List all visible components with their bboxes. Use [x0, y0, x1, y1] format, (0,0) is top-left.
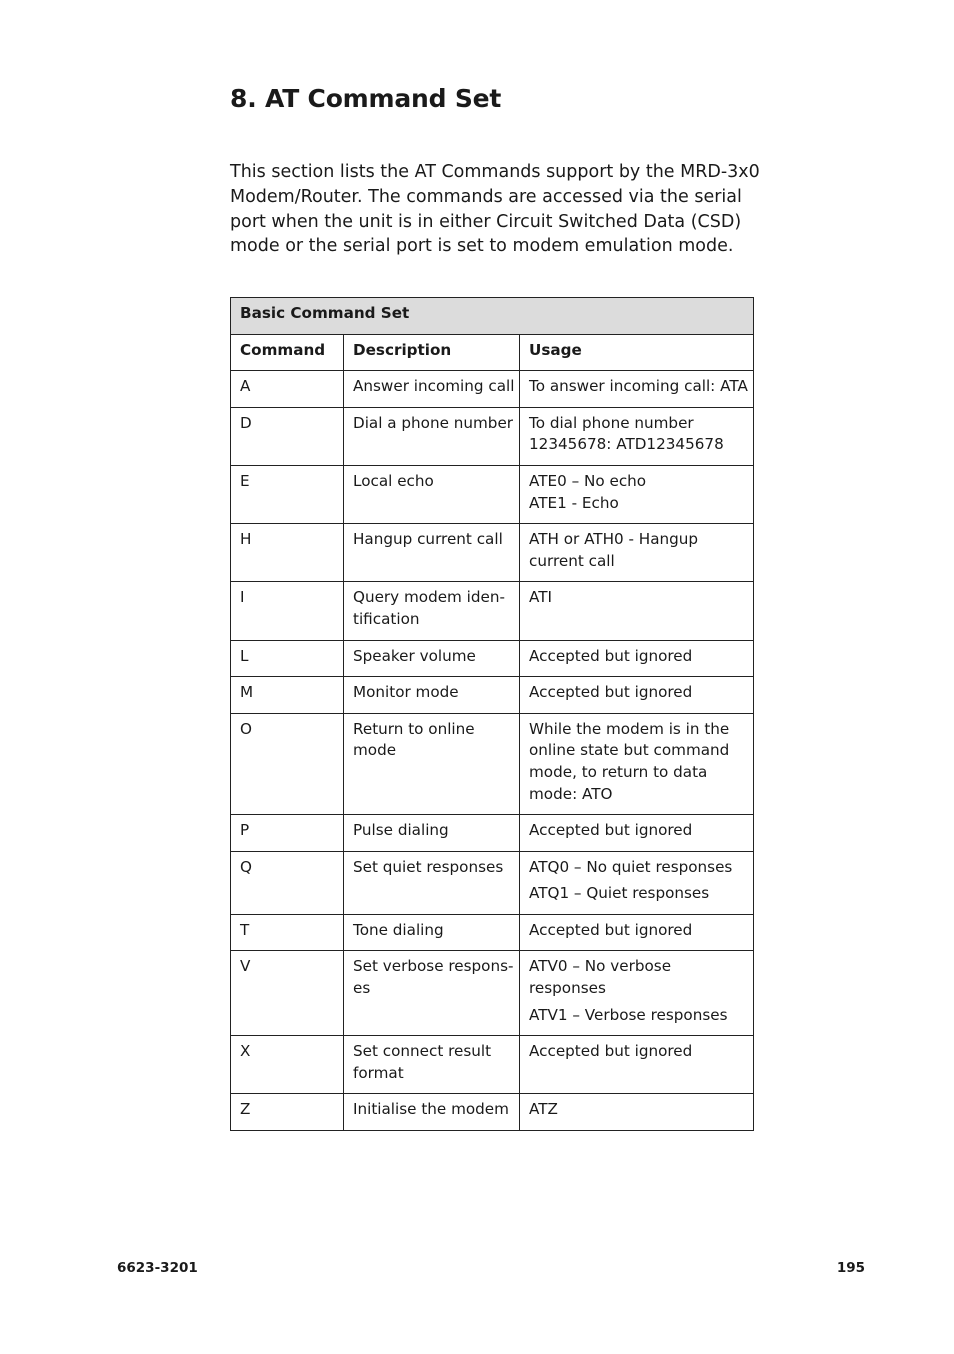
- description-line: Set verbose respons-: [353, 957, 514, 976]
- usage-line: ATE0 – No echo: [529, 471, 647, 490]
- usage-cell: [520, 677, 754, 714]
- table-row: [231, 951, 754, 1036]
- usage-line: While the modem is in the: [529, 719, 730, 738]
- command-cell: T: [231, 914, 344, 951]
- usage-cell: [520, 465, 754, 523]
- table-row: [231, 465, 754, 523]
- usage-line: ATV0 – No verbose: [529, 957, 672, 976]
- usage-cell: [520, 713, 754, 814]
- column-header-usage: Usage: [520, 334, 754, 371]
- description-line: Local echo: [353, 471, 434, 490]
- intro-line: mode or the serial port is set to modem emulation mode.: [230, 236, 734, 257]
- usage-line: 12345678: ATD12345678: [529, 435, 724, 454]
- description-line: format: [353, 1063, 404, 1082]
- description-cell: [344, 524, 520, 582]
- command-cell: L: [231, 640, 344, 677]
- command-cell: E: [231, 465, 344, 523]
- page-number: 195: [836, 1260, 865, 1276]
- usage-cell: [520, 407, 754, 465]
- command-cell: A: [231, 371, 344, 408]
- description-cell: [344, 582, 520, 640]
- description-line: Speaker volume: [353, 646, 476, 665]
- table-row: [231, 677, 754, 714]
- usage-line: Accepted but ignored: [529, 920, 693, 939]
- usage-line: Accepted but ignored: [529, 683, 693, 702]
- usage-cell: [520, 640, 754, 677]
- usage-line: ATV1 – Verbose responses: [529, 1005, 728, 1024]
- at-command-table: [230, 297, 754, 1131]
- usage-cell: [520, 1036, 754, 1094]
- table-row: [231, 851, 754, 914]
- table-caption: Basic Command Set: [231, 298, 754, 335]
- description-cell: [344, 713, 520, 814]
- table-row: [231, 1036, 754, 1094]
- command-cell: V: [231, 951, 344, 1036]
- command-cell: Z: [231, 1094, 344, 1131]
- usage-cell: [520, 851, 754, 914]
- usage-line: Accepted but ignored: [529, 646, 693, 665]
- intro-line: This section lists the AT Commands support by the MRD-3x0: [230, 162, 760, 182]
- table-row: [231, 371, 754, 408]
- usage-line: Accepted but ignored: [529, 821, 693, 840]
- description-cell: [344, 951, 520, 1036]
- usage-line: mode, to return to data: [529, 762, 708, 781]
- table-caption-row: [231, 298, 754, 335]
- description-line: tification: [353, 609, 420, 628]
- usage-cell: [520, 371, 754, 408]
- table-row: [231, 640, 754, 677]
- usage-cell: [520, 951, 754, 1036]
- usage-cell: [520, 1094, 754, 1131]
- description-cell: [344, 1036, 520, 1094]
- usage-line: ATI: [529, 588, 552, 607]
- description-cell: [344, 815, 520, 852]
- description-line: Monitor mode: [353, 683, 459, 702]
- description-line: Query modem iden-: [353, 588, 505, 607]
- usage-cell: [520, 524, 754, 582]
- usage-line: mode: ATO: [529, 784, 613, 803]
- column-header-command: Command: [231, 334, 344, 371]
- description-cell: [344, 371, 520, 408]
- table-row: [231, 524, 754, 582]
- command-cell: H: [231, 524, 344, 582]
- usage-line: ATQ1 – Quiet responses: [529, 884, 710, 903]
- description-line: Hangup current call: [353, 530, 503, 549]
- usage-cell: [520, 815, 754, 852]
- table-row: [231, 407, 754, 465]
- description-line: Initialise the modem: [353, 1100, 509, 1119]
- description-line: Pulse dialing: [353, 821, 449, 840]
- section-heading: 8. AT Command Set: [230, 84, 502, 113]
- usage-line: ATE1 - Echo: [529, 493, 619, 512]
- usage-line: To dial phone number: [529, 413, 694, 432]
- command-cell: X: [231, 1036, 344, 1094]
- table-row: [231, 914, 754, 951]
- description-line: Return to online: [353, 719, 475, 738]
- description-line: Answer incoming call: [353, 377, 515, 396]
- usage-line: ATH or ATH0 - Hangup: [529, 530, 699, 549]
- description-cell: [344, 851, 520, 914]
- description-cell: [344, 914, 520, 951]
- description-cell: [344, 465, 520, 523]
- command-cell: I: [231, 582, 344, 640]
- description-line: Set quiet responses: [353, 857, 504, 876]
- description-cell: [344, 407, 520, 465]
- description-line: Dial a phone number: [353, 413, 514, 432]
- usage-line: ATZ: [529, 1100, 558, 1119]
- description-line: Tone dialing: [353, 920, 444, 939]
- usage-line: responses: [529, 979, 606, 998]
- usage-cell: [520, 914, 754, 951]
- description-cell: [344, 640, 520, 677]
- column-header-description: Description: [344, 334, 520, 371]
- description-cell: [344, 677, 520, 714]
- document-number: 6623-3201: [117, 1260, 198, 1276]
- table-row: [231, 713, 754, 814]
- intro-paragraph: [230, 160, 760, 259]
- description-cell: [344, 1094, 520, 1131]
- description-line: es: [353, 979, 371, 998]
- table-row: [231, 582, 754, 640]
- intro-line: Modem/Router. The commands are accessed via the serial: [230, 186, 742, 207]
- table-row: [231, 1094, 754, 1131]
- usage-line: online state but command: [529, 741, 730, 760]
- usage-line: current call: [529, 551, 615, 570]
- command-cell: D: [231, 407, 344, 465]
- table-row: [231, 815, 754, 852]
- usage-line: ATQ0 – No quiet responses: [529, 857, 733, 876]
- table-header-row: [231, 334, 754, 371]
- usage-line: To answer incoming call: ATA: [529, 377, 748, 396]
- command-cell: Q: [231, 851, 344, 914]
- description-line: mode: [353, 741, 397, 760]
- table-body: [231, 371, 754, 1131]
- usage-line: Accepted but ignored: [529, 1042, 693, 1061]
- command-cell: P: [231, 815, 344, 852]
- command-cell: M: [231, 677, 344, 714]
- usage-cell: [520, 582, 754, 640]
- description-line: Set connect result: [353, 1042, 492, 1061]
- intro-line: port when the unit is in either Circuit Switched Data (CSD): [230, 211, 742, 232]
- command-cell: O: [231, 713, 344, 814]
